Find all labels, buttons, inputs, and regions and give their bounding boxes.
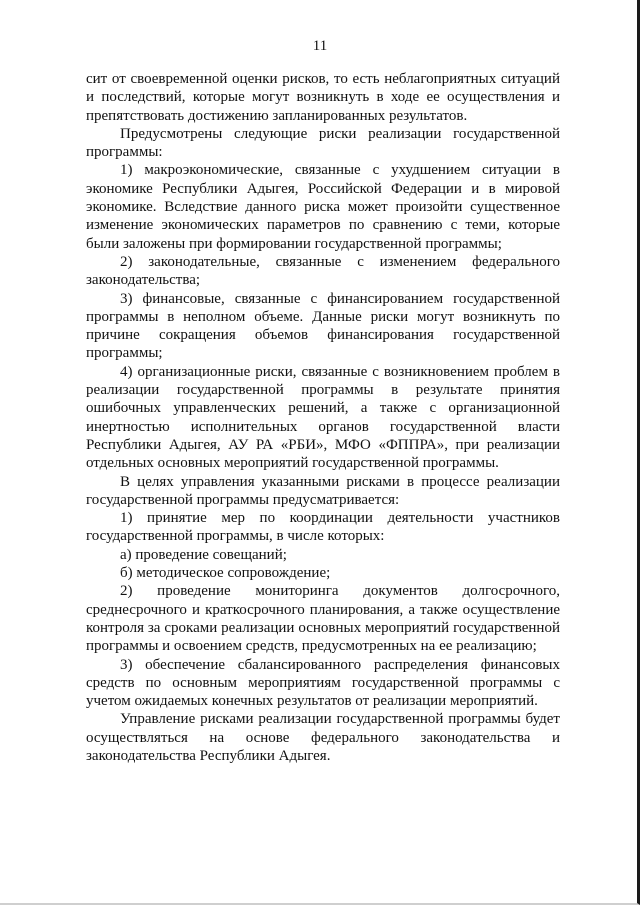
- paragraph-measure-monitoring: 2) проведение мониторинга документов долгосрочного, среднесрочного и краткосрочного планирования, а также осуществление контроля за сроками реализации основных мероприятий государственной программы и освоением средств, предусмотренных на ее реализацию;: [86, 583, 560, 655]
- page-number: 11: [312, 38, 328, 54]
- paragraph-risk-legislative: 2) законодательные, связанные с изменением федерального законодательства;: [86, 253, 560, 289]
- paragraph-risk-organizational: 4) организационные риски, связанные с возникновением проблем в реализации государственной программы в результате принятия ошибочных управленческих решений, а также с организационной инертностью исполнительных органов государственной власти Республики Адыгея, АУ РА «РБИ», МФО «ФППРА», при реализации отдельных основных мероприятий государственной программы.: [86, 363, 560, 472]
- paragraph-risks-intro: Предусмотрены следующие риски реализации государственной программы:: [86, 125, 560, 161]
- paragraph-measure-coordination: 1) принятие мер по координации деятельности участников государственной программы, в числе которых:: [86, 510, 560, 545]
- paragraph-measure-meetings: а) проведение совещаний;: [120, 546, 287, 563]
- paragraph-risk-macroeconomic: 1) макроэкономические, связанные с ухудшением ситуации в экономике Республики Адыгея, Российской Федерации и в мировой экономике. Вследствие данного риска может произойти существенное изменение экономических параметров по сравнению с теми, которые были заложены при формировании государственной программы;: [86, 162, 560, 252]
- paragraph-continuation: сит от своевременной оценки рисков, то есть неблагоприятных ситуаций и последствий, которые могут возникнуть в ходе ее осуществления и препятствовать достижению запланированных результатов.: [86, 71, 560, 124]
- paragraph-risk-financial: 3) финансовые, связанные с финансированием государственной программы в неполном объеме. Данные риски могут возникнуть по причине сокращения объемов финансирования государственной программы;: [86, 290, 560, 362]
- paragraph-measure-balancing: 3) обеспечение сбалансированного распределения финансовых средств по основным мероприятиям государственной программы с учетом ожидаемых конечных результатов от реализации мероприятий.: [86, 656, 560, 710]
- document-body: [86, 70, 560, 765]
- paragraph-measure-methodical: б) методическое сопровождение;: [120, 565, 331, 582]
- paragraph-conclusion: Управление рисками реализации государственной программы будет осуществляться на основе федерального законодательства и законодательства Республики Адыгея.: [86, 711, 560, 764]
- paragraph-management-intro: В целях управления указанными рисками в процессе реализации государственной программы предусматривается:: [86, 473, 560, 508]
